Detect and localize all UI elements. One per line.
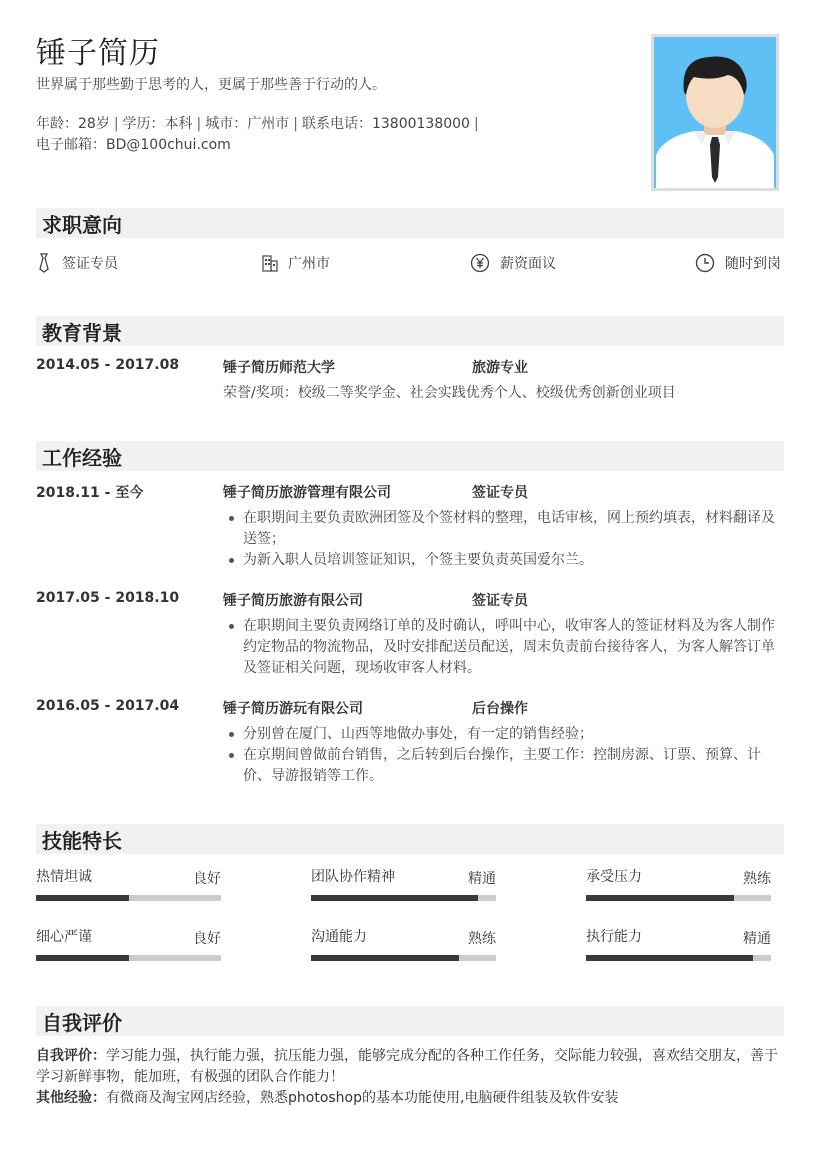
work-bullets [223, 724, 783, 787]
skill-bar-fill [36, 955, 129, 961]
resume-name: 锤子简历 [36, 36, 160, 71]
education-date: 2014.05 - 2017.08 [36, 357, 180, 373]
intent-salary [470, 253, 556, 273]
skill-bar-fill [586, 955, 753, 961]
skill-bar [586, 955, 771, 961]
skill-name: 沟通能力 [311, 929, 367, 945]
list-item: 为新入职人员培训签证知识，个签主要负责英国爱尔兰。 [223, 550, 783, 571]
list-item: 在职期间主要负责网络订单的及时确认，呼叫中心，收审客人的签证材料及为客人制作约定物品的物流物品，及时安排配送员配送，周末负责前台接待客人，为客人解答订单及签证相关问题，现场收审客人材料。 [223, 616, 783, 679]
section-title: 教育背景 [42, 321, 122, 345]
intent-position [36, 253, 118, 273]
skill-item [586, 926, 771, 946]
other-experience-label: 其他经验： [36, 1090, 106, 1106]
work-company: 锤子简历旅游管理有限公司 [223, 485, 391, 501]
section-title: 求职意向 [42, 213, 122, 237]
skill-level: 精通 [743, 931, 771, 947]
list-item: 在职期间主要负责欧洲团签及个签材料的整理，电话审核，网上预约填表，材料翻译及送签； [223, 508, 783, 550]
list-item: 在京期间曾做前台销售，之后转到后台操作，主要工作：控制房源、订票、预算、计价、导游报销等工作。 [223, 745, 783, 787]
skill-item [311, 926, 496, 946]
work-date: 2016.05 - 2017.04 [36, 698, 180, 714]
skill-bar [311, 955, 496, 961]
section-title: 技能特长 [42, 829, 122, 853]
skill-bar [586, 895, 771, 901]
basic-info-line: 年龄：28岁 | 学历：本科 | 城市：广州市 | 联系电话：13800138000 | [36, 116, 479, 132]
skill-level: 良好 [193, 931, 221, 947]
section-work [36, 441, 784, 471]
section-job-intent [36, 208, 784, 238]
motto: 世界属于那些勤于思考的人，更属于那些善于行动的人。 [36, 77, 386, 93]
self-evaluation [36, 1046, 786, 1088]
intent-city [262, 253, 330, 273]
self-evaluation-label: 自我评价： [36, 1048, 106, 1064]
skill-level: 精通 [468, 871, 496, 887]
work-company: 锤子简历旅游有限公司 [223, 593, 363, 609]
skill-item [311, 866, 496, 886]
profile-photo [651, 34, 779, 191]
section-evaluation [36, 1006, 784, 1036]
work-role: 签证专员 [472, 485, 528, 501]
skill-level: 熟练 [743, 871, 771, 887]
education-honors: 荣誉/奖项：校级二等奖学金、社会实践优秀个人、校级优秀创新创业项目 [223, 385, 676, 401]
work-date: 2017.05 - 2018.10 [36, 590, 180, 606]
work-bullets [223, 508, 783, 571]
age: 年龄：28岁 [36, 116, 110, 132]
skill-bar [36, 895, 221, 901]
education-major: 旅游专业 [472, 360, 528, 376]
education-school: 锤子简历师范大学 [223, 360, 335, 376]
skill-name: 承受压力 [586, 869, 642, 885]
skill-bar [311, 895, 496, 901]
other-experience [36, 1088, 786, 1109]
work-bullets [223, 616, 783, 679]
skill-bar-fill [311, 895, 478, 901]
self-evaluation-text: 学习能力强，执行能力强，抗压能力强，能够完成分配的各种工作任务，交际能力较强，喜欢结交朋友，善于学习新鲜事物，能加班，有极强的团队合作能力！ [36, 1048, 778, 1085]
list-item: 分别曾在厦门、山西等地做办事处，有一定的销售经验； [223, 724, 783, 745]
work-company: 锤子简历游玩有限公司 [223, 701, 363, 717]
building-icon [262, 254, 278, 272]
skill-name: 热情坦诚 [36, 869, 92, 885]
tie-icon [36, 253, 52, 273]
work-role: 后台操作 [472, 701, 528, 717]
skill-name: 执行能力 [586, 929, 642, 945]
skill-bar [36, 955, 221, 961]
section-education [36, 316, 784, 346]
intent-city-label: 广州市 [288, 256, 330, 272]
intent-availability-label: 随时到岗 [725, 256, 781, 272]
skill-item [586, 866, 771, 886]
intent-availability [695, 253, 781, 273]
skill-name: 细心严谨 [36, 929, 92, 945]
skill-bar-fill [586, 895, 734, 901]
intent-position-label: 签证专员 [62, 256, 118, 272]
avatar-icon [654, 37, 776, 188]
skill-bar-fill [36, 895, 129, 901]
other-experience-text: 有微商及淘宝网店经验，熟悉photoshop的基本功能使用,电脑硬件组装及软件安装 [106, 1090, 619, 1106]
work-role: 签证专员 [472, 593, 528, 609]
clock-icon [695, 253, 715, 273]
section-skills [36, 824, 784, 854]
section-title: 自我评价 [42, 1011, 122, 1035]
skill-name: 团队协作精神 [311, 869, 395, 885]
city: 城市：广州市 [205, 116, 290, 132]
skill-level: 熟练 [468, 931, 496, 947]
skill-item [36, 926, 221, 946]
skill-level: 良好 [193, 871, 221, 887]
work-date: 2018.11 - 至今 [36, 485, 144, 501]
skill-item [36, 866, 221, 886]
intent-salary-label: 薪资面议 [500, 256, 556, 272]
email: 电子邮箱：BD@100chui.com [36, 137, 231, 153]
skill-bar-fill [311, 955, 459, 961]
phone: 联系电话：13800138000 [301, 116, 470, 132]
yuan-icon [470, 253, 490, 273]
education-level: 学历：本科 [122, 116, 193, 132]
section-title: 工作经验 [42, 446, 122, 470]
